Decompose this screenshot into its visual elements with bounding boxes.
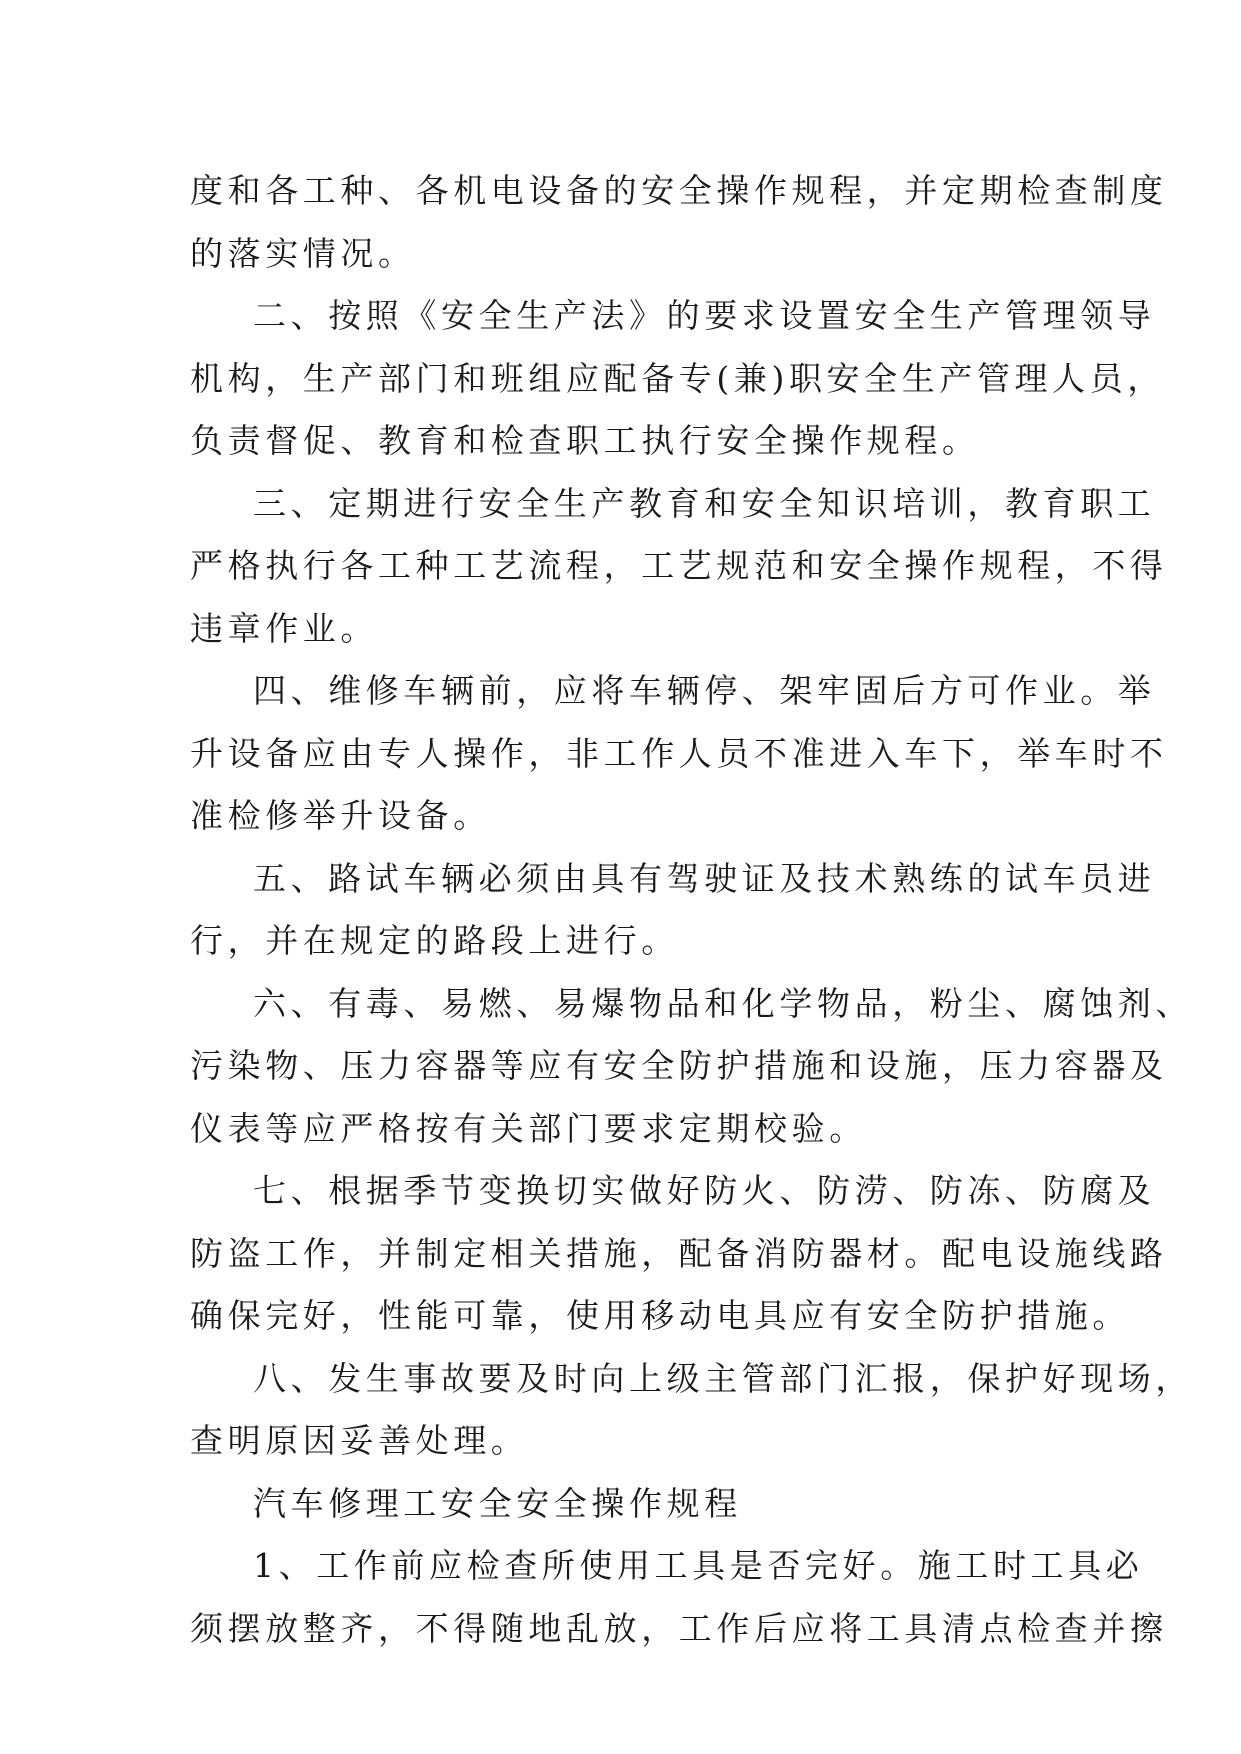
paragraph-start-line: 六、有毒、易燃、易爆物品和化学物品，粉尘、腐蚀剂、 <box>253 983 1193 1023</box>
paragraph-start-line: 八、发生事故要及时向上级主管部门汇报，保护好现场， <box>253 1358 1193 1398</box>
section-heading: 汽车修理工安全安全操作规程 <box>253 1483 742 1523</box>
paragraph-start-line: 五、路试车辆必须由具有驾驶证及技术熟练的试车员进 <box>253 858 1156 898</box>
text-line: 行，并在规定的路段上进行。 <box>190 921 679 960</box>
paragraph-start-line: 1、工作前应检查所使用工具是否完好。施工时工具必 <box>253 1546 1144 1585</box>
text-line: 须摆放整齐，不得随地乱放，工作后应将工具清点检查并擦 <box>190 1608 1168 1648</box>
paragraph-start-line: 三、定期进行安全生产教育和安全知识培训，教育职工 <box>253 483 1156 523</box>
text-line: 违章作业。 <box>190 608 378 648</box>
text-line: 的落实情况。 <box>190 233 416 273</box>
text-line: 负责督促、教育和检查职工执行安全操作规程。 <box>190 421 980 460</box>
paragraph-start-line: 二、按照《安全生产法》的要求设置安全生产管理领导 <box>253 296 1156 335</box>
text-line: 污染物、压力容器等应有安全防护措施和设施，压力容器及 <box>190 1046 1168 1085</box>
text-line: 严格执行各工种工艺流程，工艺规范和安全操作规程，不得 <box>190 546 1168 585</box>
text-line: 升设备应由专人操作，非工作人员不准进入车下，举车时不 <box>190 733 1168 773</box>
text-line: 确保完好，性能可靠，使用移动电具应有安全防护措施。 <box>190 1296 1130 1335</box>
text-line: 度和各工种、各机电设备的安全操作规程，并定期检查制度 <box>190 171 1168 210</box>
text-line: 准检修举升设备。 <box>190 796 491 835</box>
paragraph-start-line: 七、根据季节变换切实做好防火、防涝、防冻、防腐及 <box>253 1171 1156 1210</box>
text-line: 仪表等应严格按有关部门要求定期校验。 <box>190 1108 867 1148</box>
paragraph-start-line: 四、维修车辆前，应将车辆停、架牢固后方可作业。举 <box>253 671 1156 710</box>
text-line: 机构，生产部门和班组应配备专(兼)职安全生产管理人员， <box>190 358 1165 398</box>
text-line: 查明原因妥善处理。 <box>190 1421 529 1460</box>
document-body <box>190 160 1193 1660</box>
text-line: 防盗工作，并制定相关措施，配备消防器材。配电设施线路 <box>190 1233 1168 1273</box>
